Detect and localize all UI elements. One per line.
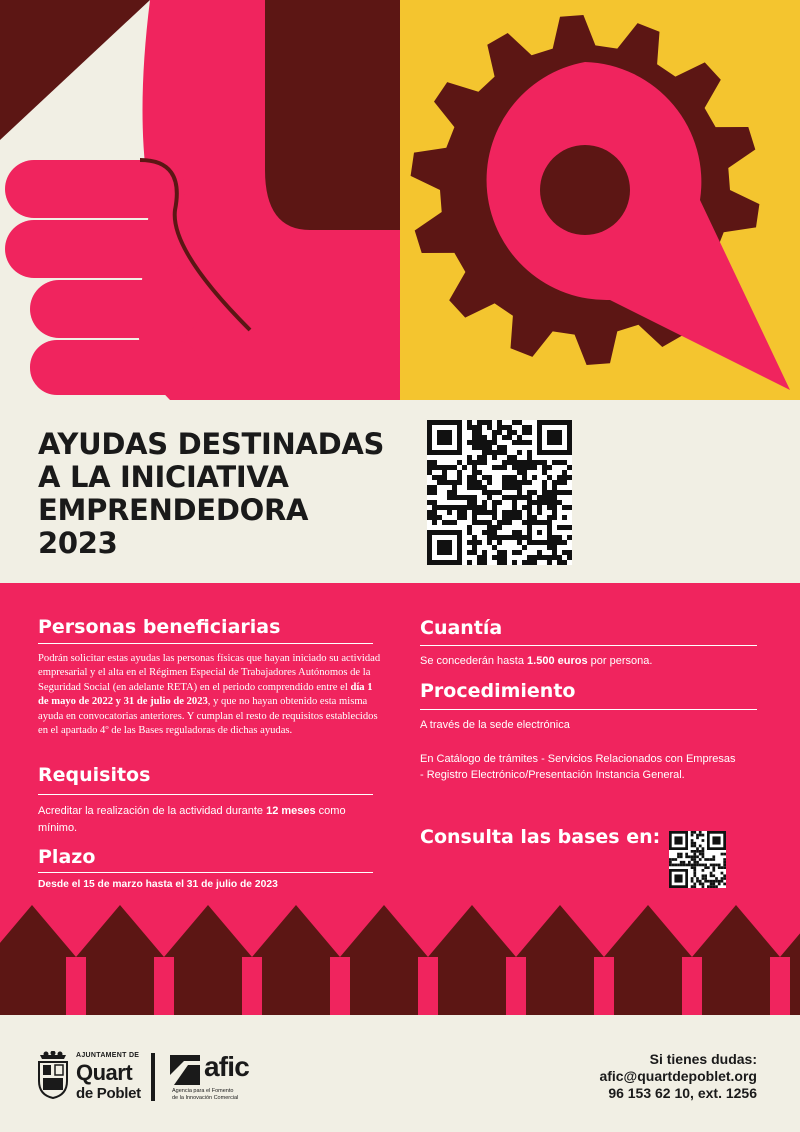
afic-label: afic [204, 1051, 250, 1082]
contact-phone[interactable]: 96 153 62 10, ext. 1256 [608, 1085, 757, 1101]
qr-code-small-icon[interactable] [669, 831, 726, 888]
plazo-heading: Plazo [38, 846, 96, 868]
title-line-3: EMPRENDEDORA [38, 493, 309, 527]
title-line-1: AYUDAS DESTINADAS [38, 427, 385, 461]
title-line-2: A LA INICIATIVA [38, 460, 289, 494]
divider [420, 709, 757, 710]
coat-of-arms-icon [36, 1051, 70, 1099]
requisitos-heading: Requisitos [38, 764, 151, 786]
divider [420, 645, 757, 646]
beneficiarias-heading: Personas beneficiarias [38, 616, 281, 638]
qr-code-icon[interactable] [427, 420, 572, 565]
consulta-label: Consulta las bases en: [420, 826, 661, 848]
procedimiento-heading: Procedimiento [420, 680, 576, 702]
afic-subtitle-2: de la Innovación Comercial [172, 1095, 239, 1101]
contact-email[interactable]: afic@quartdepoblet.org [599, 1068, 757, 1084]
cuantia-heading: Cuantía [420, 617, 503, 639]
divider [38, 643, 373, 644]
beneficiarias-text: Podrán solicitar estas ayudas las personas físicas que hayan iniciado su actividad empresarial y el alta en el Régimen Especial de Trabajadores Autónomos de la Seguridad Social (en adelante RETA) en el periodo comprendido entre el día 1 de mayo de 2022 y 31 de julio de 2023, y que no hayan obtenido esta misma ayuda en convocatorias anteriores. Y cumplan el resto de requisitos establecidos en el apartado 4º de las Bases reguladoras de dichas ayudas. [38, 653, 381, 737]
dudas-label: Si tienes dudas: [649, 1051, 757, 1067]
requisitos-text: Acreditar la realización de la actividad durante 12 meses como mínimo. [38, 805, 346, 834]
procedimiento-text-2: En Catálogo de trámites - Servicios Relacionados con Empresas - Registro Electrónico/Presentación Instancia General. [420, 753, 736, 781]
footer [0, 1015, 800, 1132]
page-title [38, 428, 398, 560]
ajuntament-label: AJUNTAMENT DE [76, 1052, 140, 1059]
afic-subtitle-1: Agencia para el Fomento [172, 1088, 234, 1094]
title-line-4: 2023 [38, 526, 118, 560]
divider [38, 794, 373, 795]
cuantia-text: Se concederán hasta 1.500 euros por persona. [420, 655, 653, 667]
divider [38, 872, 373, 873]
hero-illustration [0, 0, 800, 400]
plazo-text: Desde el 15 de marzo hasta el 31 de julio de 2023 [38, 879, 278, 890]
afic-logo-icon [170, 1055, 200, 1085]
arrows-decoration [0, 900, 800, 1015]
procedimiento-text-1: A través de la sede electrónica [420, 719, 570, 731]
quart-label: Quart [76, 1060, 133, 1085]
logo-divider [151, 1053, 155, 1101]
de-poblet-label: de Poblet [76, 1085, 141, 1102]
